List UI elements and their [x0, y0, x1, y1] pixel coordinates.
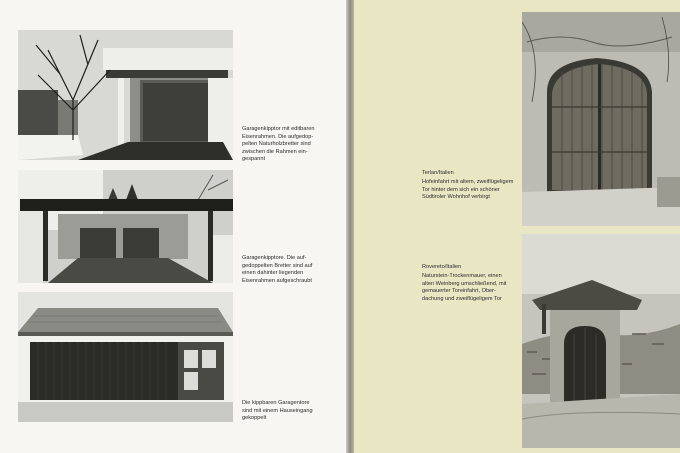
- caption-rovereto-text: Naturstein-Trockenmauer, einen alten Weinberg umschließend, mit gemauerter Toreinfahrt, Ober- dachung und zweiflügeligem Tor: [422, 273, 507, 302]
- photo-carport: [18, 170, 233, 283]
- caption-terlan-text: Hofeinfahrt mit altem, zweiflügeligem Tor hinter dem sich ein schöner Südtiroler Wohnhof verbirgt: [422, 179, 514, 201]
- caption-terlan-title: Terlan/Italien: [422, 170, 454, 176]
- caption-rovereto-title: Rovereto/Italien: [422, 264, 462, 270]
- caption-carport: Garagenkipptore. Die auf- gedoppelten Bretter sind auf einen dahinter liegenden Eisenrahmen aufgeschraubt: [242, 255, 313, 284]
- photo-single-garage: [18, 30, 233, 160]
- photo-wide-garage-doors: [18, 292, 233, 422]
- caption-wide-garage-doors: Die kippbaren Garagentore sind mit einem Hauseingang gekoppelt: [242, 400, 313, 422]
- right-page: [354, 0, 680, 453]
- photo-arched-wooden-gate: [522, 12, 680, 226]
- book-gutter: [346, 0, 354, 453]
- photo-roofed-stone-gate: [522, 234, 680, 448]
- caption-single-garage: Garagenkipptor mit editbaren Eisenrahmen. Die aufgedop- pelten Naturholzbretter sind zwischen die Rahmen ein- gespannt: [242, 126, 315, 163]
